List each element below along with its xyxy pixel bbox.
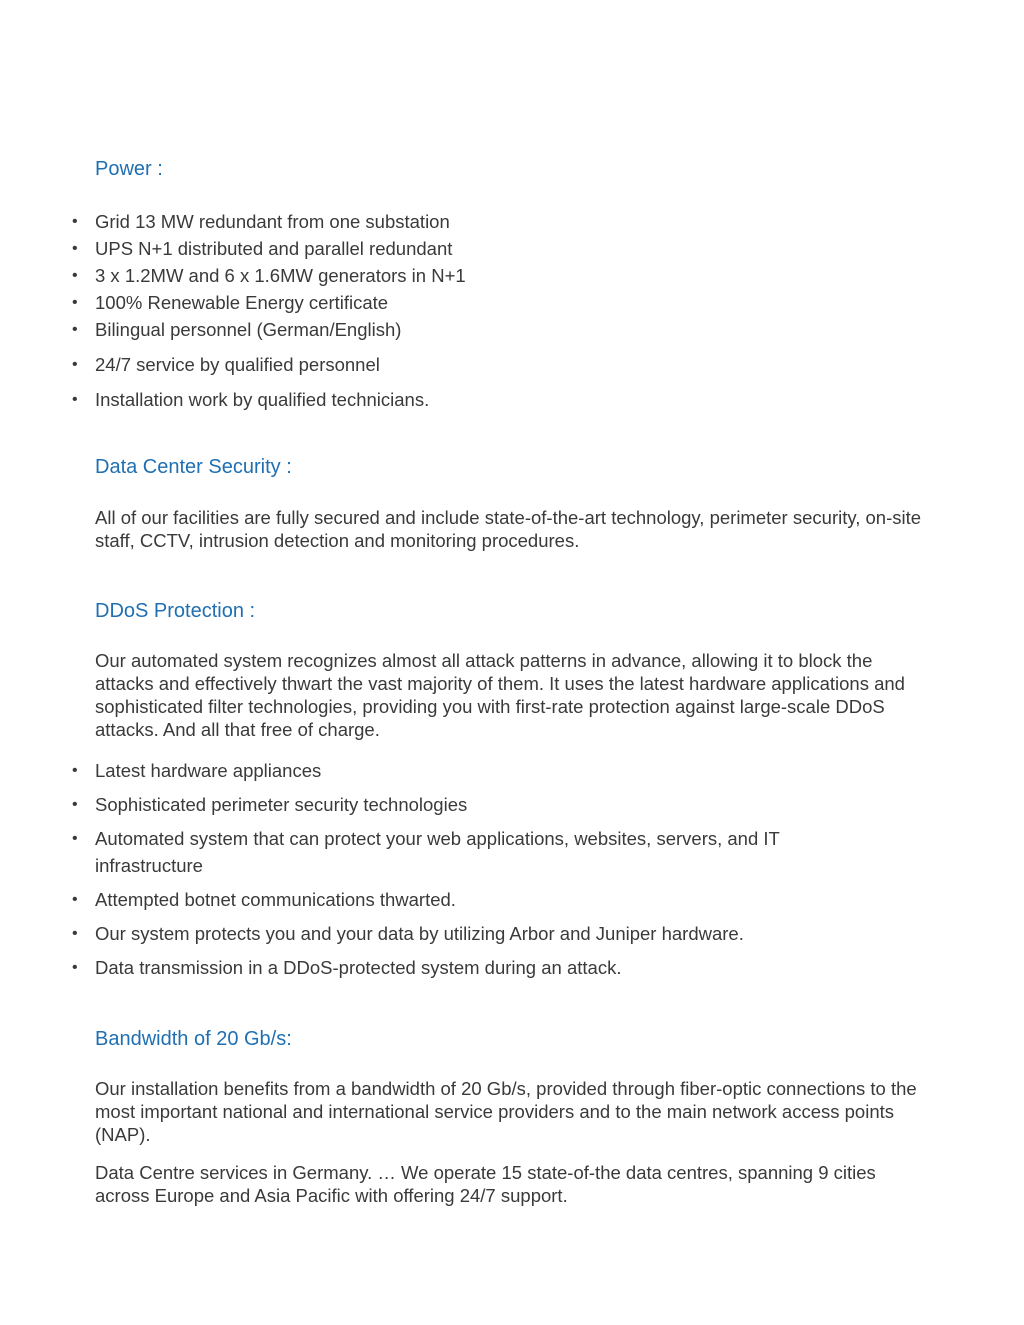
bandwidth-heading: Bandwidth of 20 Gb/s:: [95, 1028, 292, 1050]
bullet-icon: •: [72, 891, 78, 908]
bullet-icon: •: [72, 294, 78, 311]
list-item-text: Latest hardware appliances: [95, 760, 322, 781]
list-item-text: Grid 13 MW redundant from one substation: [95, 211, 450, 232]
bullet-icon: •: [72, 213, 78, 230]
bullet-icon: •: [72, 391, 78, 408]
bullet-icon: •: [72, 762, 78, 779]
bullet-icon: •: [72, 267, 78, 284]
list-item-text: Installation work by qualified technicians.: [95, 389, 430, 410]
list-item-text: Attempted botnet communications thwarted.: [95, 889, 456, 910]
bullet-icon: •: [72, 959, 78, 976]
bullet-icon: •: [72, 356, 78, 373]
list-item-text: Data transmission in a DDoS-protected system during an attack.: [95, 957, 622, 978]
list-item-text: Sophisticated perimeter security technologies: [95, 794, 468, 815]
list-item: [0, 825, 855, 879]
list-item: [0, 886, 855, 913]
power-heading: Power :: [95, 158, 163, 180]
list-item: [0, 208, 855, 235]
list-item: [0, 757, 855, 784]
list-item-text: 100% Renewable Energy certificate: [95, 292, 389, 313]
ddos-list: [0, 757, 1024, 981]
list-item: [0, 386, 855, 413]
list-item: [0, 351, 855, 378]
datacentre-paragraph: Data Centre services in Germany. … We operate 15 state-of-the data centres, spanning 9 cities across Europe and Asia Pacific with offering 24/7 support.: [95, 1162, 876, 1206]
list-item-text: UPS N+1 distributed and parallel redundant: [95, 238, 453, 259]
list-item-text: 24/7 service by qualified personnel: [95, 354, 380, 375]
list-item: [0, 289, 855, 316]
list-item: [0, 954, 855, 981]
list-item-text: Automated system that can protect your web applications, websites, servers, and IT infrastructure: [95, 828, 780, 876]
ddos-heading: DDoS Protection :: [95, 600, 256, 622]
bullet-icon: •: [72, 321, 78, 338]
bullet-icon: •: [72, 830, 78, 847]
list-item-text: Our system protects you and your data by utilizing Arbor and Juniper hardware.: [95, 923, 744, 944]
list-item-text: 3 x 1.2MW and 6 x 1.6MW generators in N+1: [95, 265, 466, 286]
list-item: [0, 235, 855, 262]
list-item: [0, 262, 855, 289]
bullet-icon: •: [72, 925, 78, 942]
list-item: [0, 316, 855, 343]
ddos-paragraph: Our automated system recognizes almost all attack patterns in advance, allowing it to block the attacks and effectively thwart the vast majority of them. It uses the latest hardware applications and sophisticated filter technologies, providing you with first-rate protection against large-scale DDoS attacks. And all that free of charge.: [95, 650, 905, 740]
list-item: [0, 920, 855, 947]
bandwidth-paragraph: Our installation benefits from a bandwidth of 20 Gb/s, provided through fiber-optic connections to the most important national and international service providers and to the main network access points (NAP).: [95, 1078, 917, 1145]
list-item-text: Bilingual personnel (German/English): [95, 319, 402, 340]
bullet-icon: •: [72, 240, 78, 257]
security-heading: Data Center Security :: [95, 456, 292, 478]
security-paragraph: All of our facilities are fully secured and include state-of-the-art technology, perimeter security, on-site staff, CCTV, intrusion detection and monitoring procedures.: [95, 507, 922, 551]
list-item: [0, 791, 855, 818]
power-list: [0, 208, 1024, 413]
bullet-icon: •: [72, 796, 78, 813]
